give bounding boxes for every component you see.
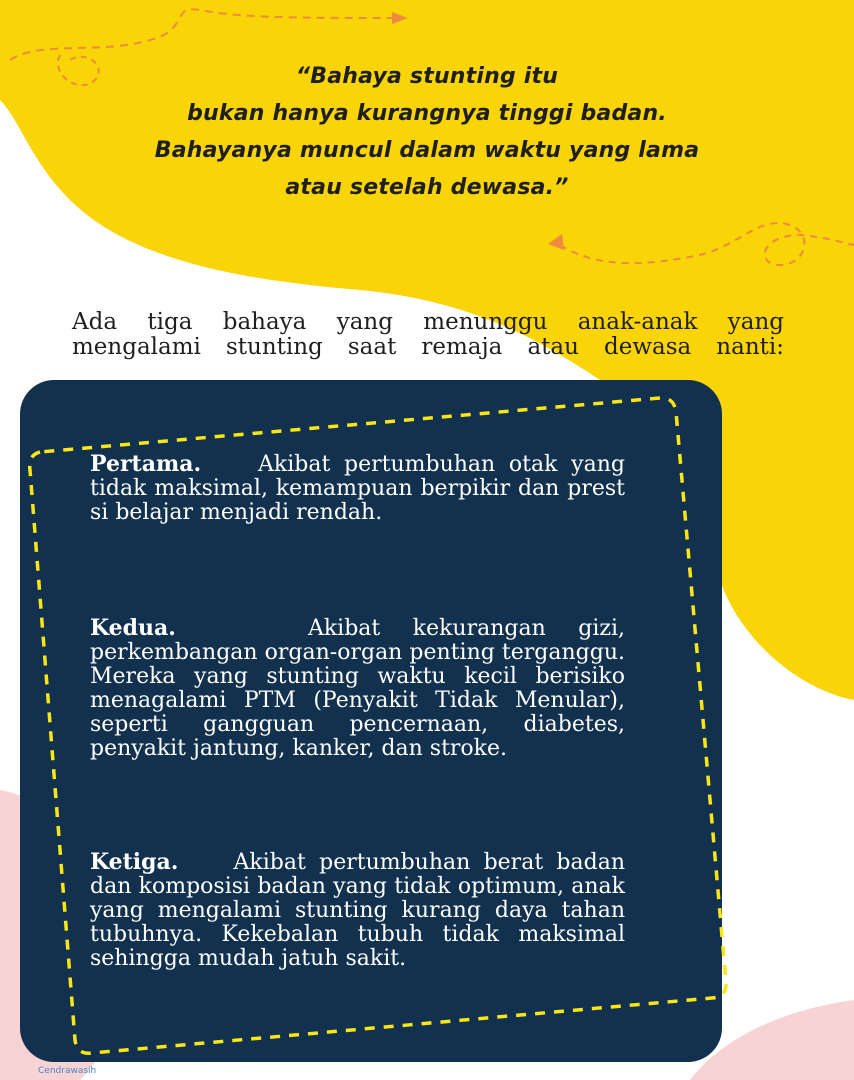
- point-third-heading: Ketiga.: [90, 849, 221, 875]
- point-second: [90, 616, 625, 761]
- quote-line-4: atau setelah dewasa.”: [285, 175, 569, 200]
- intro-line-1: Ada tiga bahaya yang menunggu anak-anak yang: [72, 309, 784, 335]
- point-first: [90, 452, 625, 525]
- point-third-body: Akibat pertumbuhan berat badan dan komposisi badan yang tidak optimum, anak yang mengalami stunting kurang daya tahan tubuhnya. Kekebalan tubuh tidak maksimal sehingga mudah jatuh sakit.: [90, 850, 625, 971]
- point-third: [90, 850, 625, 971]
- point-second-body: Akibat kekurangan gizi, perkembangan organ-organ penting terganggu. Mereka yang stunting waktu kecil berisiko menagalami PTM (Penyakit Tidak Menular), seperti gangguan pencernaan, diabetes, penyakit jantung, kanker, dan stroke.: [90, 616, 626, 761]
- intro-line-2: mengalami stunting saat remaja atau dewasa nanti:: [72, 334, 784, 360]
- point-second-heading: Kedua.: [90, 615, 276, 641]
- quote-line-3: Bahayanya muncul dalam waktu yang lama: [154, 138, 700, 163]
- point-first-body: Akibat pertumbuhan otak yang tidak maksimal, kemampuan berpikir dan prest si belajar menjadi rendah.: [90, 452, 625, 525]
- quote-line-1: “Bahaya stunting itu: [295, 64, 559, 89]
- logo: Cendrawasih: [38, 1066, 97, 1076]
- point-first-heading: Pertama.: [90, 451, 245, 477]
- quote-line-2: bukan hanya kurangnya tinggi badan.: [187, 101, 667, 126]
